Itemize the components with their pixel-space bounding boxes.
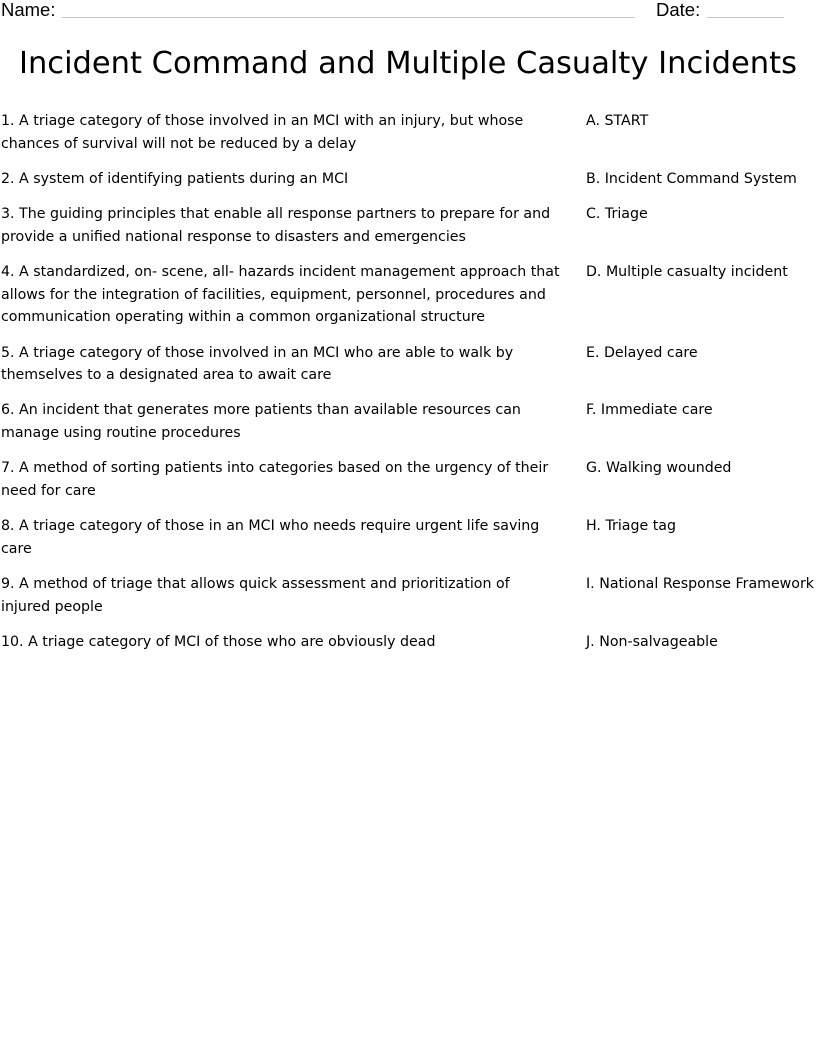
answer-option: F. Immediate care xyxy=(586,402,713,419)
question-text: 7. A method of sorting patients into categories based on the urgency of their need for care xyxy=(1,460,549,500)
matching-row xyxy=(0,399,816,445)
matching-row xyxy=(0,261,816,329)
question-text: 2. A system of identifying patients during an MCI xyxy=(1,170,349,187)
worksheet-title: Incident Command and Multiple Casualty Incidents xyxy=(18,46,797,81)
answer-option: E. Delayed care xyxy=(586,344,698,361)
matching-row xyxy=(0,631,816,654)
matching-row xyxy=(0,342,816,388)
question-text: 9. A method of triage that allows quick assessment and prioritization of injured people xyxy=(1,576,510,615)
question-text: 1. A triage category of those involved in an MCI with an injury, but whose chances of survival will not be reduced by a delay xyxy=(1,113,524,152)
name-blank-line xyxy=(62,17,635,18)
question-text: 3. The guiding principles that enable all response partners to prepare for and provide a unified national response to disasters and emergencies xyxy=(1,205,551,245)
question-text: 10. A triage category of MCI of those who are obviously dead xyxy=(1,634,436,651)
name-label: Name: xyxy=(1,0,56,20)
question-text: 4. A standardized, on- scene, all- hazards incident management approach that allows for the integration of facilities, equipment, personnel, procedures and communication operating within a common organizational structure xyxy=(1,263,560,326)
question-text: 6. An incident that generates more patients than available resources can manage using routine procedures xyxy=(1,402,521,442)
answer-option: J. Non-salvageable xyxy=(586,634,718,651)
date-label: Date: xyxy=(656,0,701,20)
matching-row xyxy=(0,515,816,561)
matching-row xyxy=(0,110,816,156)
matching-row xyxy=(0,457,816,503)
matching-row xyxy=(0,203,816,249)
date-blank-line xyxy=(707,17,784,18)
question-text: 5. A triage category of those involved in an MCI who are able to walk by themselves to a designated area to await care xyxy=(1,344,514,384)
answer-option: B. Incident Command System xyxy=(586,170,797,187)
answer-option: A. START xyxy=(586,113,649,129)
answer-option: D. Multiple casualty incident xyxy=(586,263,788,280)
matching-list xyxy=(0,110,816,666)
answer-option: I. National Response Framework xyxy=(586,576,815,593)
matching-row xyxy=(0,573,816,619)
answer-option: C. Triage xyxy=(586,205,648,222)
matching-row xyxy=(0,168,816,191)
worksheet-header xyxy=(0,0,816,22)
question-text: 8. A triage category of those in an MCI who needs require urgent life saving care xyxy=(1,518,540,558)
answer-option: G. Walking wounded xyxy=(586,460,732,477)
answer-option: H. Triage tag xyxy=(586,518,676,535)
